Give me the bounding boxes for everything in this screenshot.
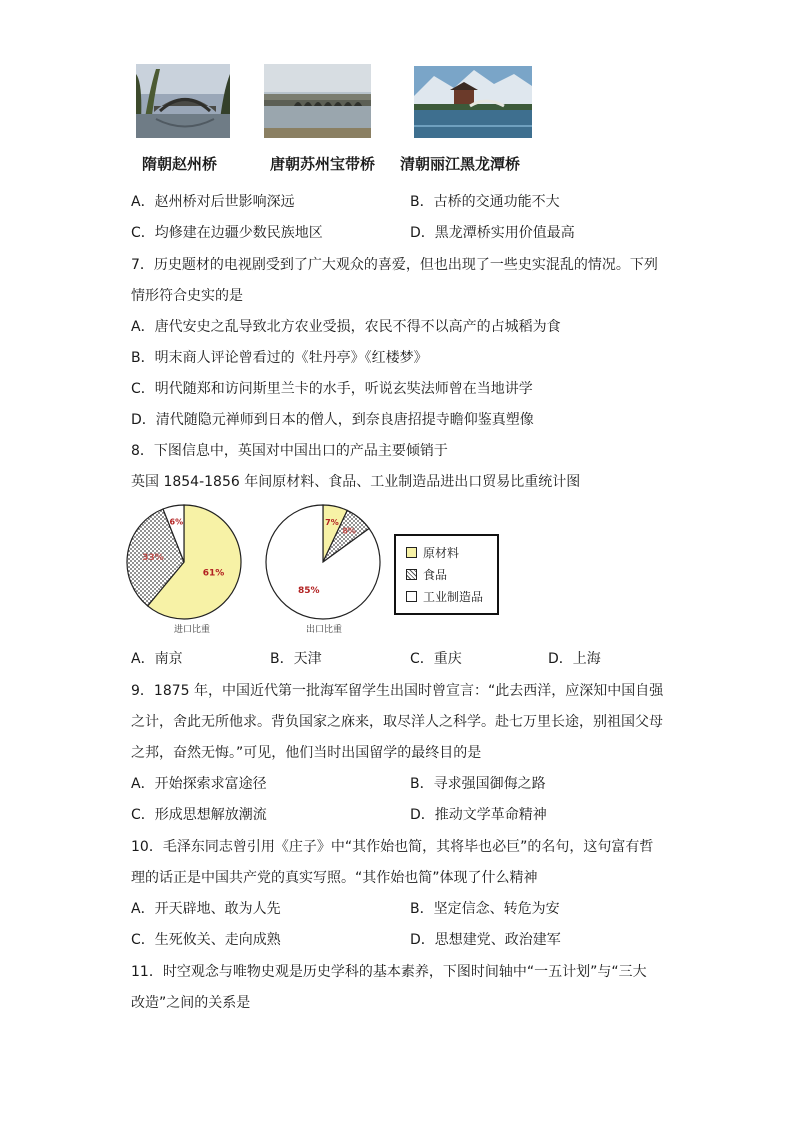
q6-option-b: B．古桥的交通功能不大 [410, 194, 560, 210]
legend-item-raw [406, 544, 459, 561]
caption-heilongtan: 清朝丽江黑龙潭桥 [400, 155, 521, 173]
pie-export-slice-label-1: 8% [342, 526, 356, 536]
legend-swatch-industrial [406, 591, 417, 602]
photo-baodai-bridge [264, 64, 371, 138]
pie-export-slice-label-0: 7% [325, 517, 339, 527]
q10-option-c: C．生死攸关、走向成熟 [131, 932, 281, 948]
q8-option-d: D．上海 [548, 651, 601, 667]
q8-option-c: C．重庆 [410, 651, 462, 667]
legend-label-raw: 原材料 [423, 546, 460, 560]
q9-option-b: B．寻求强国御侮之路 [410, 776, 546, 792]
q8-option-a: A．南京 [131, 651, 183, 667]
q11-stem-line1: 11．时空观念与唯物史观是历史学科的基本素养，下图时间轴中“一五计划”与“三大 [131, 964, 647, 980]
pie-import-slice-label-1: 33% [142, 553, 164, 564]
pie-import-label: 进口比重 [174, 625, 211, 635]
legend-swatch-food [406, 569, 417, 580]
q11-stem-line2: 改造”之间的关系是 [131, 995, 251, 1011]
legend-item-industrial [406, 588, 483, 605]
q10-option-b: B．坚定信念、转危为安 [410, 901, 560, 917]
q7-option-d: D．清代随隐元禅师到日本的僧人，到奈良唐招提寺瞻仰鉴真塑像 [131, 412, 534, 428]
legend-swatch-raw [406, 547, 417, 558]
q8-option-b: B．天津 [270, 651, 322, 667]
q9-option-a: A．开始探索求富途径 [131, 776, 267, 792]
q8-stem: 8．下图信息中，英国对中国出口的产品主要倾销于 [131, 443, 448, 459]
pie-import-slice-label-0: 61% [202, 568, 225, 579]
q9-stem-line1: 9．1875 年，中国近代第一批海军留学生出国时曾宣言：“此去西洋，应深知中国自强 [131, 683, 664, 699]
q10-stem-line2: 理的话正是中国共产党的真实写照。“其作始也简”体现了什么精神 [131, 870, 538, 886]
pie-chart-import [124, 502, 244, 622]
q9-stem-line2: 之计，舍此无所他求。背负国家之庥来，取尽洋人之科学。赴七万里长途，别祖国父母 [131, 714, 663, 730]
q10-option-d: D．思想建党、政治建军 [410, 932, 561, 948]
photo-heilongtan-bridge [414, 66, 532, 138]
legend-item-food [406, 566, 447, 583]
q7-option-c: C．明代随郑和访问斯里兰卡的水手，听说玄奘法师曾在当地讲学 [131, 381, 533, 397]
q7-stem-line1: 7．历史题材的电视剧受到了广大观众的喜爱，但也出现了一些史实混乱的情况。下列 [131, 257, 658, 273]
q6-option-a: A．赵州桥对后世影响深远 [131, 194, 295, 210]
chart-legend [394, 534, 499, 615]
q9-option-c: C．形成思想解放潮流 [131, 807, 267, 823]
pie-export-slice-label-2: 85% [297, 585, 320, 596]
pie-chart-export [263, 502, 383, 622]
pie-import-slice-label-2: 6% [169, 517, 184, 527]
q6-option-c: C．均修建在边疆少数民族地区 [131, 225, 323, 241]
pie-export-label: 出口比重 [306, 625, 343, 635]
photo-zhaozhou-bridge [136, 64, 230, 138]
legend-label-food: 食品 [423, 568, 448, 582]
q6-option-d: D．黑龙潭桥实用价值最高 [410, 225, 575, 241]
legend-label-industrial: 工业制造品 [423, 590, 484, 604]
q7-option-a: A．唐代安史之乱导致北方农业受损，农民不得不以高产的占城稻为食 [131, 319, 561, 335]
caption-baodai: 唐朝苏州宝带桥 [270, 155, 376, 173]
q7-option-b: B．明末商人评论曾看过的《牡丹亭》《红楼梦》 [131, 350, 428, 366]
q9-stem-line3: 之邦，奋然无悔。”可见，他们当时出国留学的最终目的是 [131, 745, 482, 761]
q10-stem-line1: 10．毛泽东同志曾引用《庄子》中“其作始也简，其将毕也必巨”的名句，这句富有哲 [131, 839, 654, 855]
q7-stem-line2: 情形符合史实的是 [131, 288, 243, 304]
caption-zhaozhou: 隋朝赵州桥 [142, 155, 218, 173]
q10-option-a: A．开天辟地、敢为人先 [131, 901, 281, 917]
q8-chart-title: 英国 1854-1856 年间原材料、食品、工业制造品进出口贸易比重统计图 [131, 474, 581, 490]
q9-option-d: D．推动文学革命精神 [410, 807, 547, 823]
